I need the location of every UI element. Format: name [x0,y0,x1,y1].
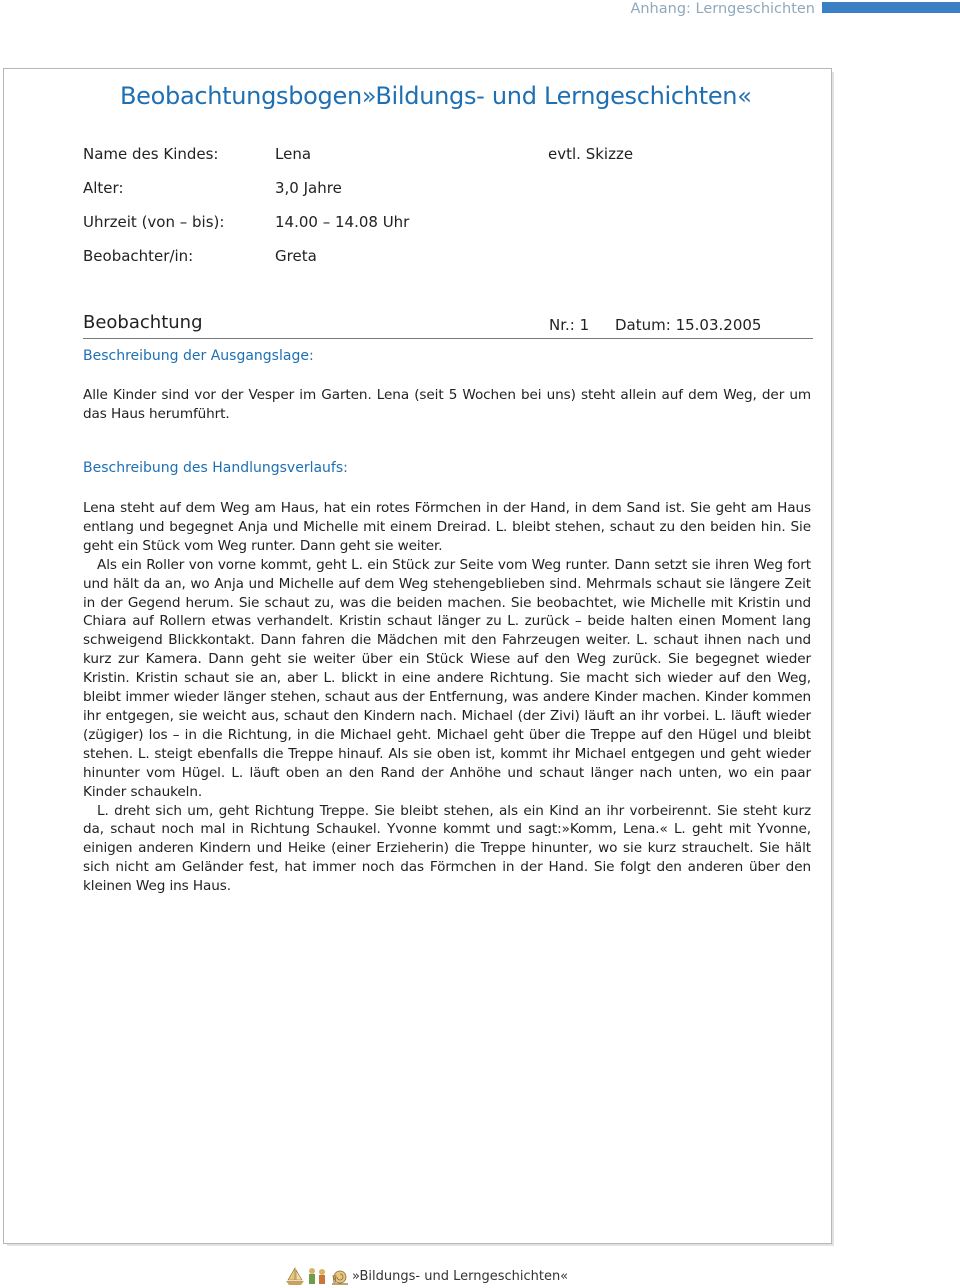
observation-divider [83,338,813,339]
sheet-shadow-right [832,72,834,1246]
process-paragraph-1: Lena steht auf dem Weg am Haus, hat ein rotes Förmchen in der Hand, in dem Sand ist. Sie geht am Haus entlang und begegnet Anja und Michelle mit einem Dreirad. L. bleibt stehen, schaut zu den beiden hin. Sie geht ein Stück vom Weg runter. Dann geht sie weiter. [83,500,811,554]
field-label: Beobachter/in: [83,247,194,265]
children-icon [309,1268,325,1284]
footer-title: »Bildungs- und Lerngeschichten« [352,1269,569,1284]
field-value: Greta [275,247,317,265]
running-header-title: Anhang: Lerngeschichten [630,1,815,17]
process-paragraph-2: Als ein Roller von vorne kommt, geht L. ein Stück zur Seite vom Weg runter. Dann setzt sie ihren Weg fort und hält da an, wo Anja und Michelle auf dem Weg stehengeblieben sind. Mehrmals schaut sie längere Zeit in der Gegend herum. Sie schaut zu, was die beiden machen. Sie beobachtet, wie Michelle mit Kristin und Chiara auf Rollern etwas verhandelt. Kristin schaut länger zu L. zurück – beide halten einen Moment lang schweigend Blickkontakt. Dann fahren die Mädchen mit den Fahrzeugen weiter. L. schaut ihnen nach und kurz zur Kamera. Dann geht sie weiter über ein Stück Wiese auf den Weg zurück. Sie begegnet wieder Kristin. Kristin schaut sie an, aber L. blickt in eine andere Richtung. Sie macht sich wieder auf den Weg, bleibt immer wieder länger stehen, schaut aus der Entfernung, was andere Kinder machen. Kinder kommen ihr entgegen, sie weicht aus, schaut den Kindern nach. Michael (der Zivi) läuft an ihr vorbei. L. läuft wieder (zügiger) los – in die Richtung, in die Michael geht. Michael geht über die Treppe auf den Hügel und bleibt stehen. L. steigt ebenfalls die Treppe hinauf. Als sie oben ist, kommt ihr Michael entgegen und geht wieder hinunter vom Hügel. L. läuft oben an den Rand der Anhöhe und schaut länger nach unten, wo ein paar Kinder schaukeln. [83,556,811,800]
situation-paragraph: Alle Kinder sind vor der Vesper im Garten. Lena (seit 5 Wochen bei uns) steht allein auf dem Weg, der um das Haus herumführt. [83,387,811,422]
field-value: 14.00 – 14.08 Uhr [275,213,410,231]
situation-label: Beschreibung der Ausgangslage: [83,348,314,364]
field-value: 3,0 Jahre [275,179,342,197]
header-accent-bar [822,2,960,13]
sketch-label: evtl. Skizze [548,145,634,163]
field-label: Alter: [83,179,124,197]
snail-icon [332,1271,348,1284]
situation-text [83,386,811,424]
observation-heading: Beobachtung [83,312,203,333]
process-text [83,499,811,896]
footer-icons [284,1266,350,1286]
boat-icon [286,1268,304,1285]
observation-date: Datum: 15.03.2005 [615,316,762,334]
form-title: Beobachtungsbogen»Bildungs- und Lerngeschichten« [120,82,752,110]
observation-number: Nr.: 1 [549,316,590,334]
field-value: Lena [275,145,312,163]
sheet-shadow-bottom [7,1244,834,1246]
process-label: Beschreibung des Handlungsverlaufs: [83,460,348,476]
field-label: Name des Kindes: [83,145,219,163]
field-label: Uhrzeit (von – bis): [83,213,225,231]
process-paragraph-3: L. dreht sich um, geht Richtung Treppe. Sie bleibt stehen, als ein Kind an ihr vorbeirennt. Sie steht kurz da, schaut noch mal in Richtung Schaukel. Yvonne kommt und sagt:»Komm, Lena.« L. geht mit Yvonne, einigen anderen Kindern und Heike (einer Erzieherin) die Treppe hinunter, wo sie kurz strauchelt. Sie hält sich nicht am Geländer fest, hat immer noch das Förmchen in der Hand. Sie folgt den anderen über den kleinen Weg ins Haus. [83,802,811,895]
